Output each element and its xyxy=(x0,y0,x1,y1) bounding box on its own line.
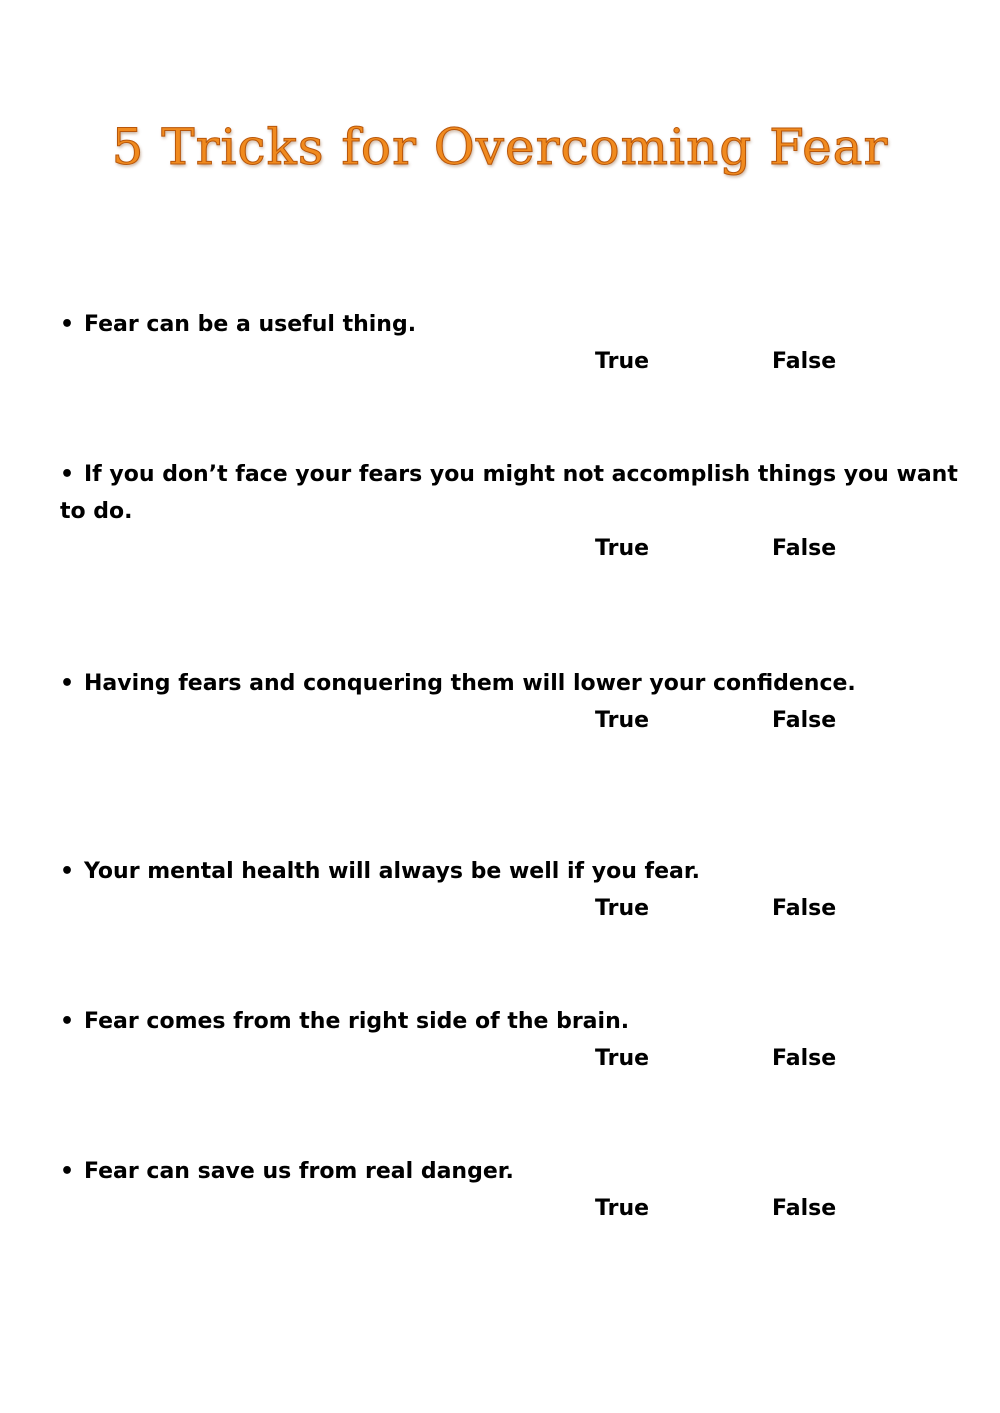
question-text: Fear can be a useful thing. xyxy=(84,312,417,337)
bullet-icon: • xyxy=(60,1159,75,1184)
bullet-icon: • xyxy=(60,312,75,337)
question-text: Having fears and conquering them will lower your confidence. xyxy=(84,671,856,696)
question-item xyxy=(60,665,970,739)
false-option[interactable]: False xyxy=(772,1046,837,1071)
bullet-icon: • xyxy=(60,462,75,487)
question-item xyxy=(60,456,970,567)
bullet-icon: • xyxy=(60,671,75,696)
answer-choices xyxy=(60,1040,970,1077)
true-option[interactable]: True xyxy=(595,536,650,561)
true-option[interactable]: True xyxy=(595,708,650,733)
question-statement xyxy=(60,1153,970,1190)
answer-choices xyxy=(60,530,970,567)
bullet-icon: • xyxy=(60,859,75,884)
answer-choices xyxy=(60,1190,970,1227)
question-text: Fear comes from the right side of the brain. xyxy=(84,1009,630,1034)
question-text: If you don’t face your fears you might not accomplish things you want to do. xyxy=(60,462,958,524)
false-option[interactable]: False xyxy=(772,896,837,921)
question-item xyxy=(60,1003,970,1077)
answer-choices xyxy=(60,702,970,739)
bullet-icon: • xyxy=(60,1009,75,1034)
false-option[interactable]: False xyxy=(772,708,837,733)
true-option[interactable]: True xyxy=(595,896,650,921)
question-statement xyxy=(60,853,970,890)
question-statement xyxy=(60,456,970,530)
question-statement xyxy=(60,306,970,343)
true-option[interactable]: True xyxy=(595,349,650,374)
false-option[interactable]: False xyxy=(772,1196,837,1221)
answer-choices xyxy=(60,343,970,380)
question-text: Your mental health will always be well if you fear. xyxy=(84,859,700,884)
false-option[interactable]: False xyxy=(772,536,837,561)
question-text: Fear can save us from real danger. xyxy=(84,1159,514,1184)
true-option[interactable]: True xyxy=(595,1196,650,1221)
question-item xyxy=(60,853,970,927)
question-item xyxy=(60,1153,970,1227)
question-statement xyxy=(60,665,970,702)
answer-choices xyxy=(60,890,970,927)
question-statement xyxy=(60,1003,970,1040)
page-title: 5 Tricks for Overcoming Fear xyxy=(111,118,889,176)
false-option[interactable]: False xyxy=(772,349,837,374)
question-item xyxy=(60,306,970,380)
true-option[interactable]: True xyxy=(595,1046,650,1071)
